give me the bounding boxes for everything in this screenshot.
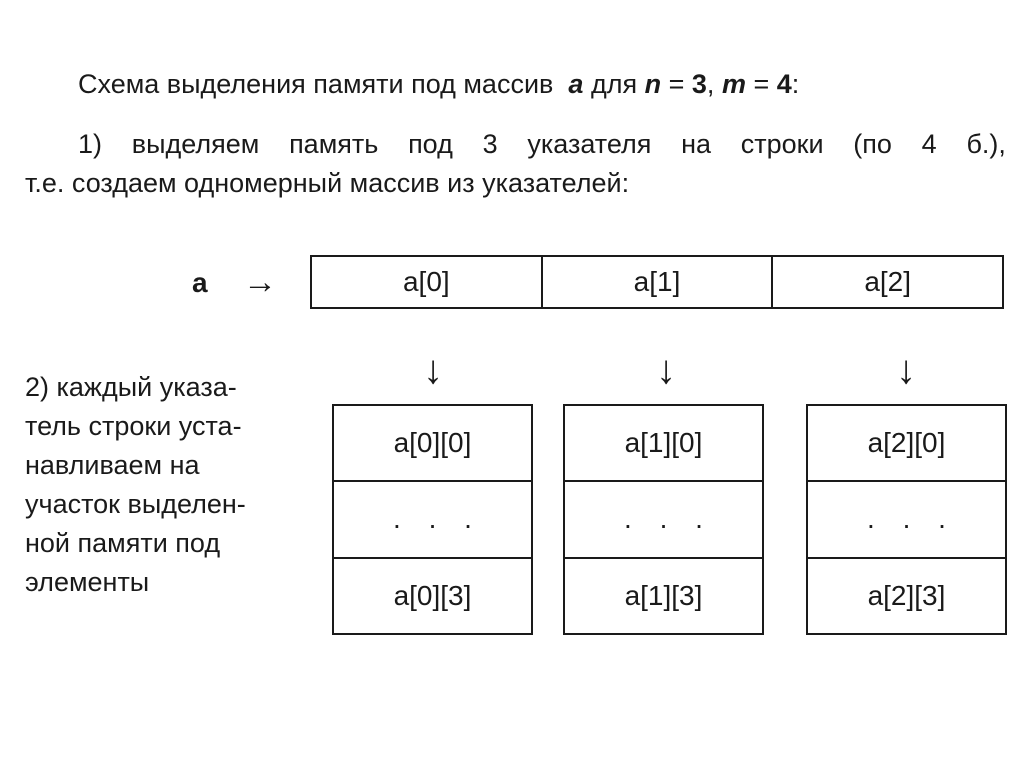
- row-cell-last: a[2][3]: [867, 579, 946, 611]
- pointer-cell-1: a[1]: [543, 257, 774, 307]
- title-var-m: m: [721, 69, 746, 99]
- down-arrow-icon: ↓: [896, 348, 916, 392]
- step2-line: ной памяти под: [25, 528, 221, 558]
- title-var-a: a: [568, 69, 584, 99]
- step1-word: память: [289, 129, 379, 159]
- step1-line-1: [78, 128, 1006, 160]
- title-eq-1: =: [661, 69, 692, 99]
- row-block-2: [806, 404, 1007, 635]
- step1-word: б.),: [966, 129, 1006, 159]
- down-arrow-icon: ↓: [423, 348, 443, 392]
- row-cell-first: a[2][0]: [808, 406, 1005, 482]
- step1-word: под: [408, 129, 453, 159]
- step2-line: тель строки уста-: [25, 411, 242, 441]
- step1-word: 3: [482, 129, 498, 159]
- pointer-array: [310, 255, 1004, 309]
- step1-word: выделяем: [131, 129, 260, 159]
- step1-word: (по: [853, 129, 892, 159]
- title-m-value: 4: [776, 69, 792, 99]
- step2-line: навливаем на: [25, 450, 200, 480]
- step2-line: элементы: [25, 567, 150, 597]
- step2-line: участок выделен-: [25, 489, 246, 519]
- step2-line: 2) каждый указа-: [25, 372, 237, 402]
- step2-description: [25, 368, 246, 602]
- row-block-0: [332, 404, 533, 635]
- diagram-title: [78, 68, 799, 100]
- step1-word: 1): [78, 129, 103, 159]
- pointer-cell-2: a[2]: [864, 266, 912, 297]
- step1-word: строки: [740, 129, 824, 159]
- title-n-value: 3: [691, 69, 707, 99]
- title-prefix: Схема выделения памяти под массив: [78, 69, 554, 99]
- title-var-n: n: [644, 69, 662, 99]
- step1-word: 4: [921, 129, 937, 159]
- row-cell-ellipsis: . . .: [808, 482, 1005, 558]
- row-block-1: [563, 404, 764, 635]
- row-cell-ellipsis: . . .: [334, 482, 531, 558]
- title-comma: ,: [706, 69, 715, 99]
- row-cell-last: a[1][3]: [624, 579, 703, 611]
- title-colon: :: [791, 69, 800, 99]
- row-cell-ellipsis: . . .: [565, 482, 762, 558]
- row-cell-first: a[0][0]: [334, 406, 531, 482]
- right-arrow-icon: →: [243, 263, 277, 301]
- step1-line-2: т.е. создаем одномерный массив из указателей:: [25, 168, 630, 198]
- row-cell-last: a[0][3]: [393, 579, 472, 611]
- pointer-array-label: a: [192, 267, 208, 298]
- row-cell-first: a[1][0]: [565, 406, 762, 482]
- title-for-word: для: [590, 69, 638, 99]
- title-eq-2: =: [745, 69, 777, 99]
- pointer-cell-0: a[0]: [312, 257, 543, 307]
- down-arrow-icon: ↓: [656, 348, 676, 392]
- step1-word: на: [681, 129, 712, 159]
- step1-word: указателя: [527, 129, 652, 159]
